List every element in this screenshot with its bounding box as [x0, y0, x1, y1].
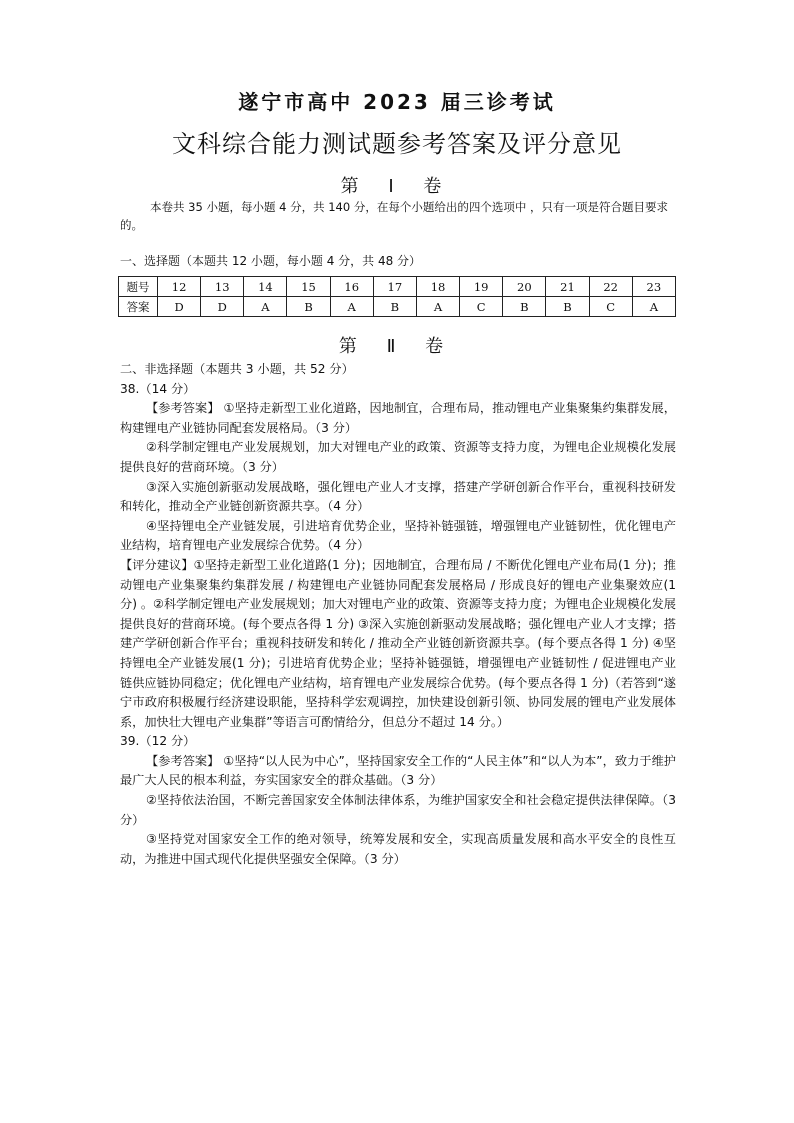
answer-cell: B — [373, 297, 416, 317]
answer-cell: A — [330, 297, 373, 317]
q39-reference-point-1: 【参考答案】 ①坚持“以人民为中心”，坚持国家安全工作的“人民主体”和“以人为本”，致力于维护最广大人民的根本利益，夯实国家安全的群众基础。（3 分） — [120, 753, 676, 788]
q38-label: 38.（14 分） — [120, 381, 196, 396]
answer-key-table — [118, 276, 676, 317]
part-one-intro: 本卷共 35 小题，每小题 4 分，共 140 分，在每个小题给出的四个选项中 ，只有一项是符合题目要求的。 — [120, 200, 668, 232]
answer-cell: B — [287, 297, 330, 317]
q38-scoring-suggestion: 【评分建议】①坚持走新型工业化道路(1 分)；因地制宜，合理布局 / 不断优化锂电产业布局(1 分)；推动锂电产业集聚集约集群发展 / 构建锂电产业链协同配套发展格局 / 形成良好的锂电产业集聚效应(1 分) 。②科学制定锂电产业发展规划；加大对锂电产业的政策、资源等支持力度；为锂电企业规模化发展提供良好的营商环境。(每个要点各得 1 分) ③深入实施创新驱动发展战略；强化锂电产业人才支撑；搭建产学研创新合作平台；重视科技研发和转化 / 推动全产业链创新资源共享。(每个要点各得 1 分) ④坚持锂电全产业链发展(1 分)；引进培育优势企业；坚持补链强链，增强锂电产业链韧性 / 促进锂电产业链供应链协同稳定；优化锂电产业结构，培育锂电产业发展综合优势。(每个要点各得 1 分)（若答到“遂宁市政府积极履行经济建设职能，坚持科学宏观调控，加快建设创新引领、协同发展的锂电产业发展体系，加快壮大锂电产业集群”等语言可酌情给分，但总分不超过 14 分。） — [120, 557, 676, 729]
question-number: 14 — [244, 277, 287, 297]
exam-subtitle: 文科综合能力测试题参考答案及评分意见 — [172, 130, 622, 158]
answer-cell: A — [416, 297, 459, 317]
row-label-answer: 答案 — [119, 297, 158, 317]
answer-cell: B — [546, 297, 589, 317]
question-number: 23 — [632, 277, 675, 297]
answer-cell: A — [244, 297, 287, 317]
question-number: 16 — [330, 277, 373, 297]
answer-cell: C — [589, 297, 632, 317]
answer-row — [119, 297, 676, 317]
question-number: 17 — [373, 277, 416, 297]
question-number: 12 — [158, 277, 201, 297]
choice-section-title: 一、选择题（本题共 12 小题，每小题 4 分，共 48 分） — [120, 254, 422, 268]
answer-cell: C — [460, 297, 503, 317]
essay-section-title: 二、非选择题（本题共 3 小题，共 52 分） — [120, 362, 354, 376]
part-two-heading: 第 Ⅱ 卷 — [338, 336, 456, 357]
q39-reference-point-3: ③坚持党对国家安全工作的绝对领导，统筹发展和安全，实现高质量发展和高水平安全的良性互动，为推进中国式现代化提供坚强安全保障。（3 分） — [120, 832, 676, 866]
part-two-body — [120, 360, 676, 869]
answer-cell: D — [158, 297, 201, 317]
q39-reference-point-2: ②坚持依法治国，不断完善国家安全体制法律体系，为维护国家安全和社会稳定提供法律保障。（3 分） — [120, 793, 676, 827]
answer-cell: A — [632, 297, 675, 317]
question-number: 13 — [201, 277, 244, 297]
q38-reference-point-3: ③深入实施创新驱动发展战略，强化锂电产业人才支撑，搭建产学研创新合作平台，重视科技研发和转化，推动全产业链创新资源共享。（4 分） — [120, 479, 676, 514]
question-number: 15 — [287, 277, 330, 297]
q38-reference-point-1: 【参考答案】 ①坚持走新型工业化道路，因地制宜，合理布局，推动锂电产业集聚集约集群发展，构建锂电产业链协同配套发展格局。（3 分） — [120, 401, 676, 435]
q38-reference-point-2: ②科学制定锂电产业发展规划，加大对锂电产业的政策、资源等支持力度，为锂电企业规模化发展提供良好的营商环境。（3 分） — [120, 440, 676, 474]
question-number: 21 — [546, 277, 589, 297]
answer-cell: B — [503, 297, 546, 317]
question-number: 19 — [460, 277, 503, 297]
answer-cell: D — [201, 297, 244, 317]
q39-label: 39.（12 分） — [120, 734, 196, 749]
question-number: 22 — [589, 277, 632, 297]
part-one-heading: 第 Ⅰ 卷 — [340, 176, 454, 197]
question-number: 20 — [503, 277, 546, 297]
exam-title: 遂宁市高中 2023 届三诊考试 — [238, 90, 556, 114]
row-label-number: 题号 — [119, 277, 158, 297]
question-number-row — [119, 277, 676, 297]
q38-reference-point-4: ④坚持锂电全产业链发展，引进培育优势企业，坚持补链强链，增强锂电产业链韧性，优化锂电产业结构，培育锂电产业发展综合优势。（4 分） — [120, 518, 676, 553]
question-number: 18 — [416, 277, 459, 297]
